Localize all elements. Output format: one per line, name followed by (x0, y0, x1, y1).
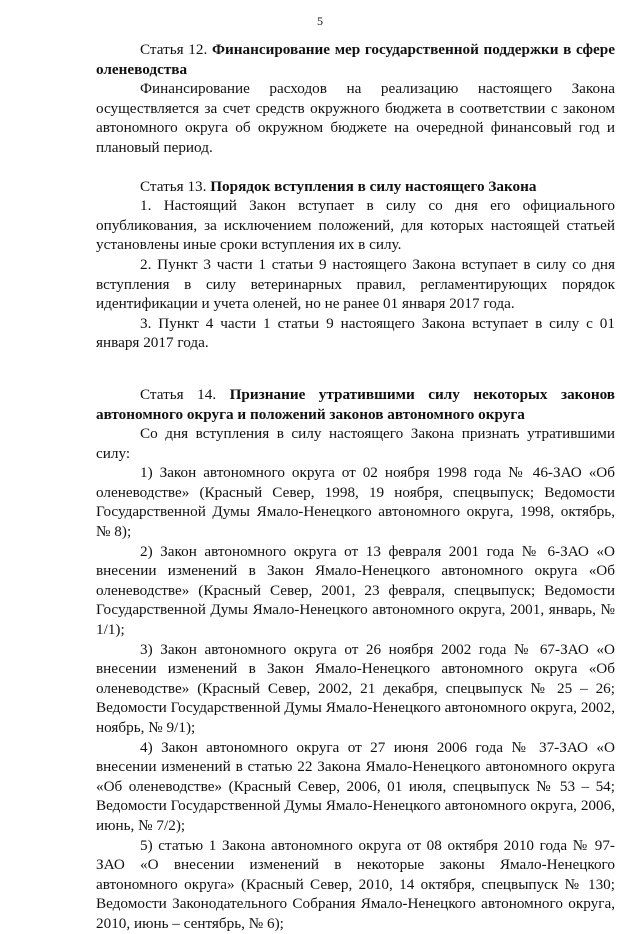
article-13-paragraph: 3. Пункт 4 части 1 статьи 9 настоящего Закона вступает в силу с 01 января 2017 года. (96, 314, 615, 352)
article-14-label: Статья 14. (140, 385, 217, 403)
article-13-heading (96, 177, 615, 197)
article-12-paragraph: Финансирование расходов на реализацию настоящего Закона осуществляется за счет средств окружного бюджета в соответствии с законом автономного округа об окружном бюджете на очередной финансовый год и плановый период. (96, 80, 615, 156)
article-13-title: Порядок вступления в силу настоящего Закона (210, 177, 537, 195)
article-12-title: Финансирование мер государственной поддержки в сфере оленеводства (96, 41, 615, 78)
article-14-list-item: 2) Закон автономного округа от 13 февраля 2001 года № 6-ЗАО «О внесении изменений в Закон Ямало-Ненецкого автономного округа «Об оленеводстве» (Красный Север, 2001, 23 февраля, спецвыпуск; Ведомости Государственной Думы Ямало-Ненецкого автономного округа, 2001, январь, № 1/1); (96, 542, 615, 639)
article-13-label: Статья 13. (140, 177, 207, 195)
document-body (96, 40, 615, 934)
article-14-heading (96, 385, 615, 424)
page-number: 5 (317, 14, 323, 28)
article-14-list-item: 5) статью 1 Закона автономного округа от 08 октября 2010 года № 97-ЗАО «О внесении изменений в некоторые законы Ямало-Ненецкого автономного округа» (Красный Север, 2010, 14 октября, спецвыпуск № 130; Ведомости Законодательного Собрания Ямало-Ненецкого автономного округа, 2010, июнь – сентябрь, № 6); (96, 836, 615, 932)
article-12-heading (96, 40, 615, 79)
article-14-list-item: 4) Закон автономного округа от 27 июня 2006 года № 37-ЗАО «О внесении изменений в статью 22 Закона Ямало-Ненецкого автономного округа «Об оленеводстве» (Красный Север, 2006, 01 июля, спецвыпуск № 53 – 54; Ведомости Государственной Думы Ямало-Ненецкого автономного округа, 2006, июнь, № 7/2); (96, 738, 615, 834)
article-14-list-item: 1) Закон автономного округа от 02 ноября 1998 года № 46-ЗАО «Об оленеводстве» (Красный Север, 1998, 19 ноября, спецвыпуск; Ведомости Государственной Думы Ямало-Ненецкого автономного округа, 1998, октябрь, № 8); (96, 464, 615, 541)
article-13-paragraph: 2. Пункт 3 части 1 статьи 9 настоящего Закона вступает в силу со дня вступления в силу ветеринарных правил, регламентирующих порядок идентификации и учета оленей, но не ранее 01 января 2017 года. (96, 255, 615, 313)
article-12-label: Статья 12. (140, 41, 208, 58)
article-14-title: Признание утратившими силу некоторых законов автономного округа и положений законов автономного округа (96, 385, 615, 423)
article-13-paragraph: 1. Настоящий Закон вступает в силу со дня его официального опубликования, за исключением положений, для которых настоящей статьей установлены иные сроки вступления их в силу. (96, 197, 615, 254)
article-14-list-item: 3) Закон автономного округа от 26 ноября 2002 года № 67-ЗАО «О внесении изменений в Закон Ямало-Ненецкого автономного округа «Об оленеводстве» (Красный Север, 2002, 21 декабря, спецвыпуск № 25 – 26; Ведомости Государственной Думы Ямало-Ненецкого автономного округа, 2002, ноябрь, № 9/1); (96, 640, 615, 736)
article-14-intro: Со дня вступления в силу настоящего Закона признать утратившими силу: (96, 425, 615, 462)
